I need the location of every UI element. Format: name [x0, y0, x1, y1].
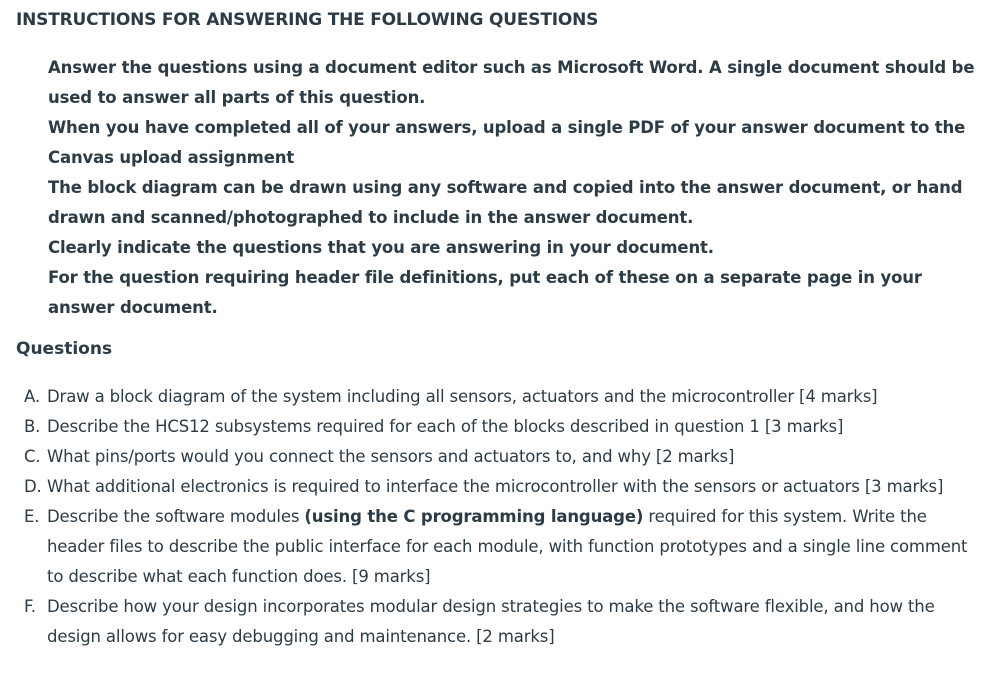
- page-heading: INSTRUCTIONS FOR ANSWERING THE FOLLOWING QUESTIONS: [16, 10, 599, 30]
- instruction-item: When you have completed all of your answers, upload a single PDF of your answer document to the Canvas upload assignment: [48, 118, 966, 167]
- question-text: Describe how your design incorporates modular design strategies to make the software flexible, and how the design allows for easy debugging and maintenance. [2 marks]: [47, 597, 935, 646]
- question-text: What pins/ports would you connect the sensors and actuators to, and why [2 marks]: [47, 447, 735, 466]
- question-text-emphasis: (using the C programming language): [304, 507, 644, 526]
- question-item-e: [24, 502, 974, 592]
- question-item-f: [24, 592, 974, 652]
- question-item-b: [24, 412, 974, 442]
- question-text-part: Describe the software modules: [47, 507, 305, 526]
- instructions-block: [48, 53, 988, 323]
- question-letter: C.: [24, 447, 41, 466]
- question-letter: B.: [24, 417, 41, 436]
- question-text-part: required for this system. Write the header files to describe the public interface for each module, with function prototypes and a single line comment to describe what each function does. [9 marks]: [47, 507, 968, 586]
- question-item-a: [24, 382, 974, 412]
- questions-list: [24, 382, 974, 652]
- instruction-item: The block diagram can be drawn using any software and copied into the answer document, or hand drawn and scanned/photographed to include in the answer document.: [48, 178, 963, 227]
- question-text: What additional electronics is required to interface the microcontroller with the sensors or actuators [3 marks]: [47, 477, 944, 496]
- questions-heading: Questions: [16, 339, 113, 359]
- question-letter: F.: [24, 597, 36, 616]
- instruction-item: For the question requiring header file definitions, put each of these on a separate page in your answer document.: [48, 268, 922, 317]
- question-item-c: [24, 442, 974, 472]
- question-letter: E.: [24, 507, 40, 526]
- question-text: Draw a block diagram of the system including all sensors, actuators and the microcontroller [4 marks]: [47, 387, 878, 406]
- question-item-d: [24, 472, 974, 502]
- instruction-item: Answer the questions using a document editor such as Microsoft Word. A single document should be used to answer all parts of this question.: [48, 58, 975, 107]
- instruction-item: Clearly indicate the questions that you are answering in your document.: [48, 238, 714, 257]
- question-letter: A.: [24, 387, 40, 406]
- question-text: Describe the HCS12 subsystems required for each of the blocks described in question 1 [3 marks]: [47, 417, 844, 436]
- question-letter: D.: [24, 477, 42, 496]
